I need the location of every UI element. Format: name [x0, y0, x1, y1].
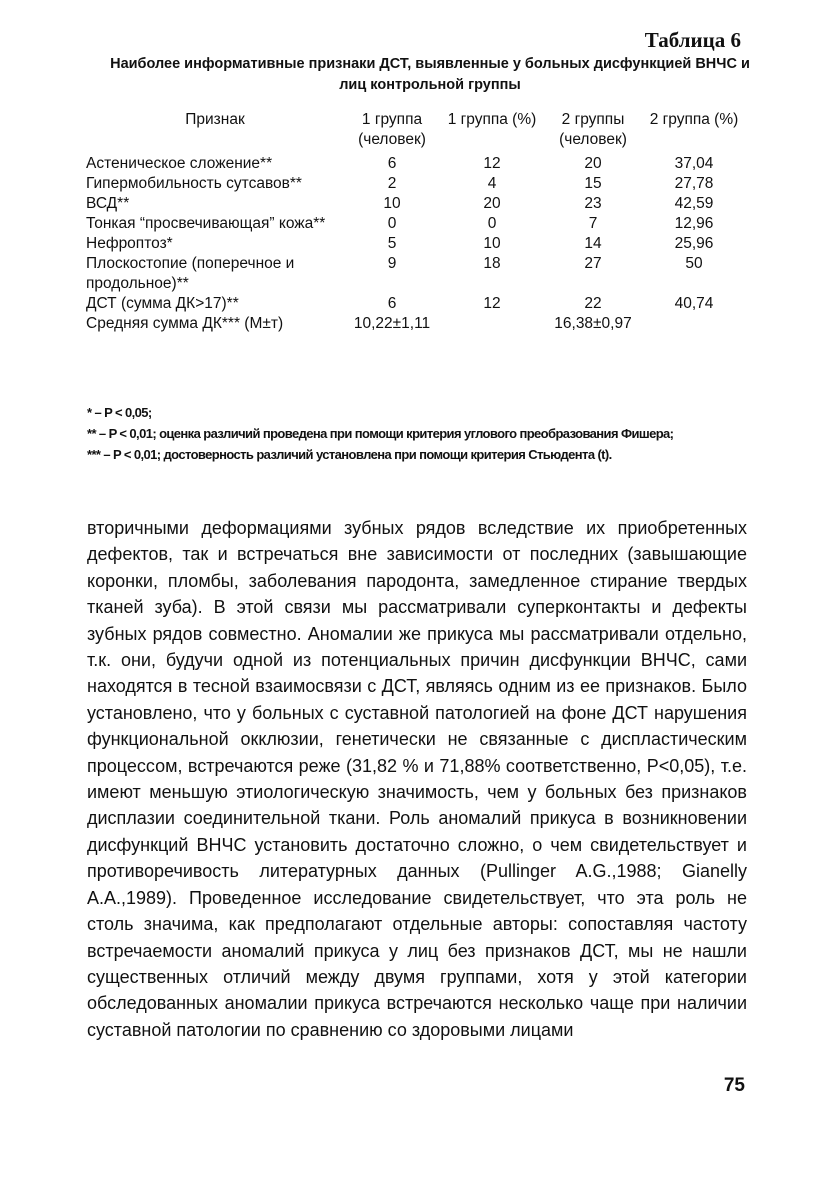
cell-group1-count: 5: [387, 235, 397, 252]
cell-group2-count: 23: [584, 195, 602, 212]
table-row: [86, 294, 746, 314]
cell-group2-count: 16,38±0,97: [554, 315, 632, 332]
table-row: [86, 314, 746, 334]
page-number: 75: [723, 1075, 745, 1096]
row-feature-cell: Нефроптоз*: [86, 235, 173, 252]
footnote: *** – P < 0,01; достоверность различий установлена при помощи критерия Стьюдента (t).: [87, 447, 612, 462]
cell-group2-percent: 42,59: [674, 195, 714, 212]
row-feature-cell: Средняя сумма ДК*** (M±т): [86, 315, 284, 332]
row-feature-cell: Астеническое сложение**: [86, 155, 273, 172]
row-feature-cell: ВСД**: [86, 195, 130, 212]
cell-group2-percent: 25,96: [674, 235, 714, 252]
table-row: [86, 234, 746, 254]
row-feature-cell: Гипермобильность сутсавов**: [86, 175, 302, 192]
cell-group1-count: 6: [387, 155, 397, 172]
cell-group1-percent: 0: [487, 215, 497, 232]
cell-group1-percent: 10: [483, 235, 501, 252]
cell-group2-percent: 37,04: [674, 155, 714, 172]
footnote: * – P < 0,05;: [87, 405, 152, 420]
row-feature-cell: Тонкая “просвечивающая” кожа**: [86, 215, 326, 232]
cell-group1-count: 9: [387, 255, 397, 272]
footnote: ** – P < 0,01; оценка различий проведена при помощи критерия углового преобразования Фишера;: [87, 426, 674, 441]
cell-group1-percent: 4: [487, 175, 497, 192]
cell-group1-count: 6: [387, 295, 397, 312]
data-table: [86, 110, 746, 334]
paragraph-text: вторичными деформациями зубных рядов вследствие их приобретенных дефектов, так и встречаться вне зависимости от последних (завышающие коронки, пломбы, заболевания пародонта, замедленное стирание твердых тканей зуба). В этой связи мы рассматривали суперконтакты и дефекты зубных рядов совместно. Аномалии же прикуса мы рассматривали отдельно, т.к. они, будучи одной из потенциальных причин дисфункции ВНЧС, сами находятся в тесной взаимосвязи с ДСТ, являясь одним из ее признаков. Было установлено, что у больных с суставной патологией на фоне ДСТ нарушения функциональной окклюзии, генетически не связанные с диспластическим процессом, встречаются реже (31,82 % и 71,88% соответственно, P<0,05), т.е. имеют меньшую этиологическую значимость, чем у больных без признаков дисплазии соединительной ткани. Роль аномалий прикуса в возникновении дисфункций ВНЧС установить достаточно сложно, о чем свидетельствует и противоречивость литературных данных (Pullinger A.G.,1988; Gianelly A.A.,1989). Проведенное исследование свидетельствует, что эта роль не столь значима, как предполагают отдельные авторы: сопоставляя частоту встречаемости аномалий прикуса у лиц без признаков ДСТ, мы не нашли существенных отличий между двумя группами, хотя у этой категории обследованных аномалии прикуса встречаются несколько чаще при наличии суставной патологии по сравнению со здоровыми лицами: [87, 518, 747, 1040]
cell-group2-percent: 40,74: [674, 295, 714, 312]
column-header-group1-percent: 1 группа (%): [447, 111, 537, 128]
cell-group1-percent: 20: [483, 195, 501, 212]
table-header-row: [86, 110, 746, 154]
cell-group2-count: 14: [584, 235, 602, 252]
cell-group1-percent: 12: [483, 295, 501, 312]
column-header-group2-count: 2 группы (человек): [559, 111, 627, 148]
table-row: [86, 154, 746, 174]
cell-group2-count: 22: [584, 295, 602, 312]
cell-group1-count: 2: [387, 175, 397, 192]
cell-group1-count: 10,22±1,11: [353, 315, 431, 332]
cell-group1-percent: 18: [483, 255, 501, 272]
body-paragraph: [87, 515, 747, 1043]
table-label: Таблица 6: [644, 28, 741, 52]
row-feature-cell: ДСТ (сумма ДК>17)**: [86, 295, 239, 312]
cell-group1-count: 0: [387, 215, 397, 232]
cell-group2-count: 7: [588, 215, 598, 232]
cell-group2-count: 27: [584, 255, 602, 272]
table-row: [86, 254, 746, 294]
table-footnotes: [87, 402, 757, 465]
cell-group2-percent: 12,96: [674, 215, 714, 232]
cell-group2-percent: [642, 314, 746, 334]
cell-group1-percent: 12: [483, 155, 501, 172]
column-header-group1-count: 1 группа (человек): [358, 111, 426, 148]
cell-group2-count: 15: [584, 175, 602, 192]
row-feature-cell: Плоскостопие (поперечное и продольное)**: [86, 255, 295, 292]
cell-group2-percent: 27,78: [674, 175, 714, 192]
cell-group1-percent: [440, 314, 544, 334]
table-row: [86, 174, 746, 194]
column-header-feature: Признак: [185, 111, 245, 128]
cell-group2-count: 20: [584, 155, 602, 172]
table-row: [86, 214, 746, 234]
table-caption: Наиболее информативные признаки ДСТ, выявленные у больных дисфункцией ВНЧС и лиц контрольной группы: [110, 56, 750, 93]
column-header-group2-percent: 2 группа (%): [649, 111, 739, 128]
cell-group2-percent: 50: [685, 255, 703, 272]
cell-group1-count: 10: [383, 195, 401, 212]
table-row: [86, 194, 746, 214]
